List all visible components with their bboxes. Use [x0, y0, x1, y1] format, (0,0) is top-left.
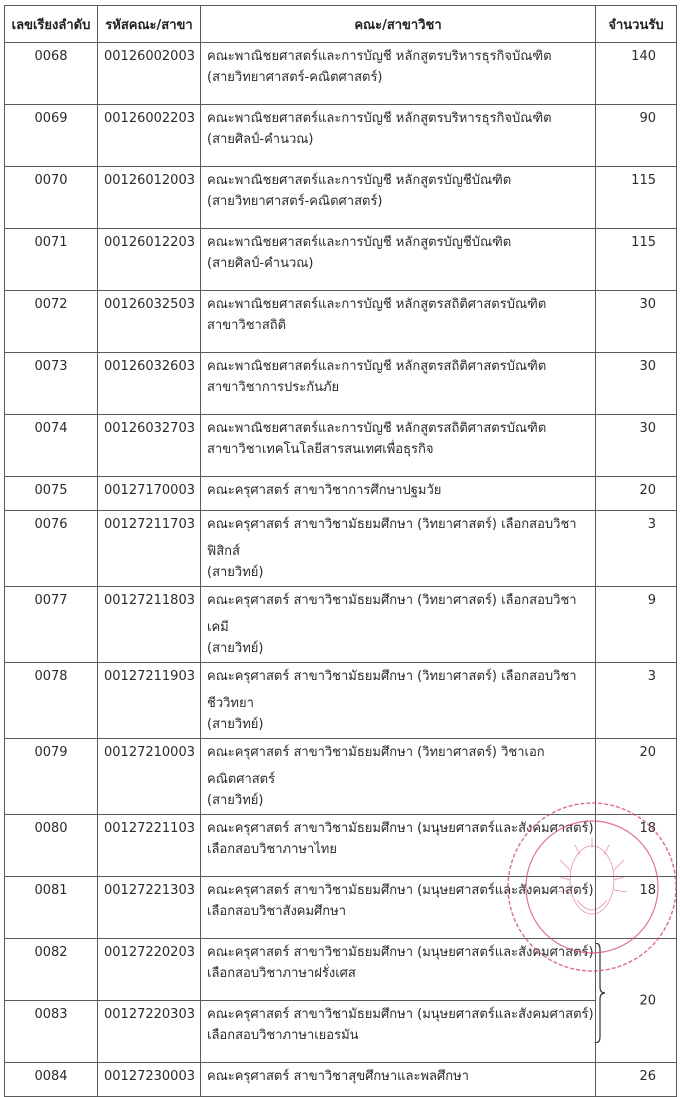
program-line2: สาขาวิชาการประกันภัย — [207, 380, 340, 395]
program-line2: สาขาวิชาสถิติ — [207, 318, 287, 333]
code-cell: 00127211903 — [98, 663, 201, 739]
code-cell: 00127211703 — [98, 511, 201, 587]
code-cell: 00127221103 — [98, 815, 201, 877]
merged-quota-cell — [596, 939, 677, 1063]
program-line1: คณะพาณิชยศาสตร์และการบัญชี หลักสูตรสถิติศาสตรบัณฑิต — [207, 297, 547, 312]
table-row — [5, 353, 677, 415]
code-cell: 00126032703 — [98, 415, 201, 477]
program-cell — [201, 43, 596, 105]
seq-cell: 0076 — [5, 511, 98, 587]
header-sequence: เลขเรียงลำดับ — [5, 6, 98, 43]
seq-cell: 0077 — [5, 587, 98, 663]
program-cell — [201, 167, 596, 229]
program-line2: (สายวิทยาศาสตร์-คณิตศาสตร์) — [207, 70, 383, 85]
quota-cell: 30 — [596, 291, 677, 353]
program-line1: คณะครุศาสตร์ สาขาวิชามัธยมศึกษา (วิทยาศาสตร์) เลือกสอบวิชาฟิสิกส์ — [207, 517, 577, 559]
table-row — [5, 587, 677, 663]
quota-cell: 20 — [596, 739, 677, 815]
table-row — [5, 105, 677, 167]
table-row — [5, 167, 677, 229]
table-header-row — [5, 6, 677, 43]
seq-cell: 0080 — [5, 815, 98, 877]
seq-cell: 0071 — [5, 229, 98, 291]
seq-cell: 0078 — [5, 663, 98, 739]
seq-cell: 0084 — [5, 1063, 98, 1097]
program-line1: คณะครุศาสตร์ สาขาวิชามัธยมศึกษา (วิทยาศาสตร์) เลือกสอบวิชาชีววิทยา — [207, 669, 577, 711]
program-line1: คณะพาณิชยศาสตร์และการบัญชี หลักสูตรบัญชีบัณฑิต — [207, 235, 512, 250]
program-cell — [201, 877, 596, 939]
seq-cell: 0068 — [5, 43, 98, 105]
quota-cell: 3 — [596, 663, 677, 739]
code-cell: 00126032503 — [98, 291, 201, 353]
seq-cell: 0073 — [5, 353, 98, 415]
table-row — [5, 663, 677, 739]
program-cell — [201, 587, 596, 663]
table-row — [5, 229, 677, 291]
code-cell: 00127170003 — [98, 477, 201, 511]
program-line1: คณะครุศาสตร์ สาขาวิชามัธยมศึกษา (มนุษยศาสตร์และสังคมศาสตร์) — [207, 821, 594, 836]
table-row — [5, 43, 677, 105]
code-cell: 00127220303 — [98, 1001, 201, 1063]
code-cell: 00127221303 — [98, 877, 201, 939]
code-cell: 00126032603 — [98, 353, 201, 415]
program-cell — [201, 477, 596, 511]
program-cell — [201, 229, 596, 291]
program-cell — [201, 291, 596, 353]
program-line2: เลือกสอบวิชาสังคมศึกษา — [207, 904, 347, 919]
program-line2: (สายศิลป์-คำนวณ) — [207, 132, 314, 147]
code-cell: 00127230003 — [98, 1063, 201, 1097]
code-cell: 00127210003 — [98, 739, 201, 815]
code-cell: 00127220203 — [98, 939, 201, 1001]
program-line1: คณะพาณิชยศาสตร์และการบัญชี หลักสูตรสถิติศาสตรบัณฑิต — [207, 359, 547, 374]
code-cell: 00127211803 — [98, 587, 201, 663]
program-cell — [201, 105, 596, 167]
seq-cell: 0074 — [5, 415, 98, 477]
table-row — [5, 291, 677, 353]
seq-cell: 0081 — [5, 877, 98, 939]
quota-cell: 9 — [596, 587, 677, 663]
curly-brace-icon — [594, 943, 606, 1043]
program-line2: เลือกสอบวิชาภาษาเยอรมัน — [207, 1028, 359, 1043]
seq-cell: 0069 — [5, 105, 98, 167]
program-line2: (สายวิทย์) — [207, 565, 264, 580]
program-cell — [201, 1001, 596, 1063]
program-line1: คณะครุศาสตร์ สาขาวิชามัธยมศึกษา (มนุษยศาสตร์และสังคมศาสตร์) — [207, 1007, 594, 1022]
seq-cell: 0079 — [5, 739, 98, 815]
table-row — [5, 815, 677, 877]
seq-cell: 0083 — [5, 1001, 98, 1063]
table-row — [5, 939, 677, 1001]
header-faculty-program: คณะ/สาขาวิชา — [201, 6, 596, 43]
program-cell — [201, 353, 596, 415]
program-line1: คณะพาณิชยศาสตร์และการบัญชี หลักสูตรสถิติศาสตรบัณฑิต — [207, 421, 547, 436]
program-cell — [201, 663, 596, 739]
quota-cell: 18 — [596, 815, 677, 877]
program-line1: คณะครุศาสตร์ สาขาวิชามัธยมศึกษา (มนุษยศาสตร์และสังคมศาสตร์) — [207, 883, 594, 898]
quota-cell: 115 — [596, 229, 677, 291]
program-line2: เลือกสอบวิชาภาษาไทย — [207, 842, 337, 857]
table-row — [5, 739, 677, 815]
program-line2: (สายวิทยาศาสตร์-คณิตศาสตร์) — [207, 194, 383, 209]
quota-cell: 140 — [596, 43, 677, 105]
table-row — [5, 477, 677, 511]
code-cell: 00126002003 — [98, 43, 201, 105]
program-line1: คณะครุศาสตร์ สาขาวิชาสุขศึกษาและพลศึกษา — [207, 1069, 469, 1084]
seq-cell: 0075 — [5, 477, 98, 511]
program-cell — [201, 415, 596, 477]
seq-cell: 0070 — [5, 167, 98, 229]
program-line2: (สายวิทย์) — [207, 793, 264, 808]
seq-cell: 0072 — [5, 291, 98, 353]
quota-cell: 26 — [596, 1063, 677, 1097]
program-line2: เลือกสอบวิชาภาษาฝรั่งเศส — [207, 966, 356, 981]
code-cell: 00126012203 — [98, 229, 201, 291]
program-line1: คณะครุศาสตร์ สาขาวิชาการศึกษาปฐมวัย — [207, 483, 442, 498]
program-line1: คณะพาณิชยศาสตร์และการบัญชี หลักสูตรบริหารธุรกิจบัณฑิต — [207, 111, 552, 126]
program-line2: (สายศิลป์-คำนวณ) — [207, 256, 314, 271]
program-line2: สาขาวิชาเทคโนโลยีสารสนเทศเพื่อธุรกิจ — [207, 442, 434, 457]
table-row — [5, 415, 677, 477]
program-cell — [201, 815, 596, 877]
admission-quota-table — [4, 5, 677, 1097]
program-cell — [201, 511, 596, 587]
quota-cell: 115 — [596, 167, 677, 229]
program-line1: คณะครุศาสตร์ สาขาวิชามัธยมศึกษา (วิทยาศาสตร์) วิชาเอกคณิตศาสตร์ — [207, 745, 545, 787]
merged-quota-value: 20 — [639, 993, 656, 1008]
program-cell — [201, 1063, 596, 1097]
quota-cell: 3 — [596, 511, 677, 587]
seq-cell: 0082 — [5, 939, 98, 1001]
quota-cell: 18 — [596, 877, 677, 939]
program-line1: คณะครุศาสตร์ สาขาวิชามัธยมศึกษา (มนุษยศาสตร์และสังคมศาสตร์) — [207, 945, 594, 960]
program-line2: (สายวิทย์) — [207, 641, 264, 656]
quota-cell: 20 — [596, 477, 677, 511]
quota-cell: 90 — [596, 105, 677, 167]
program-line1: คณะพาณิชยศาสตร์และการบัญชี หลักสูตรบริหารธุรกิจบัณฑิต — [207, 49, 552, 64]
program-line1: คณะพาณิชยศาสตร์และการบัญชี หลักสูตรบัญชีบัณฑิต — [207, 173, 512, 188]
program-line2: (สายวิทย์) — [207, 717, 264, 732]
table-row — [5, 1001, 677, 1063]
table-row — [5, 877, 677, 939]
code-cell: 00126002203 — [98, 105, 201, 167]
header-code: รหัสคณะ/สาขา — [98, 6, 201, 43]
program-cell — [201, 939, 596, 1001]
code-cell: 00126012003 — [98, 167, 201, 229]
table-row — [5, 1063, 677, 1097]
program-line1: คณะครุศาสตร์ สาขาวิชามัธยมศึกษา (วิทยาศาสตร์) เลือกสอบวิชาเคมี — [207, 593, 577, 635]
quota-cell: 30 — [596, 353, 677, 415]
header-quota: จำนวนรับ — [596, 6, 677, 43]
table-row — [5, 511, 677, 587]
quota-cell: 30 — [596, 415, 677, 477]
program-cell — [201, 739, 596, 815]
